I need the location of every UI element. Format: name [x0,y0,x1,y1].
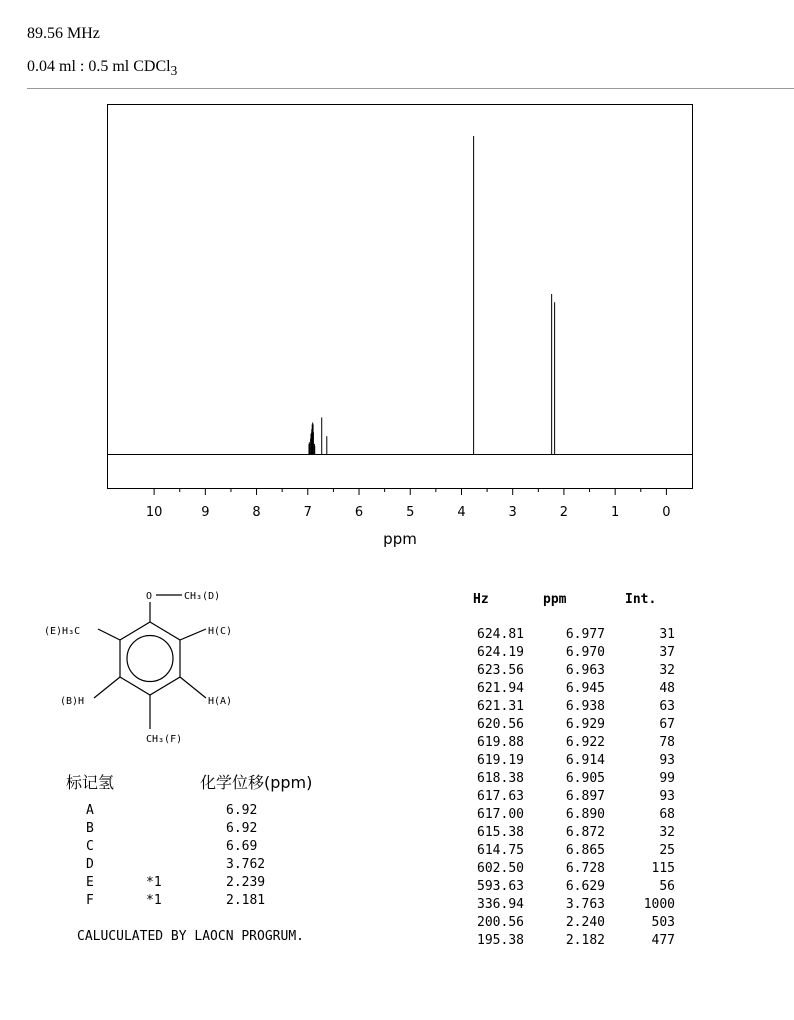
x-tick-label: 2 [559,505,569,520]
hz-cell: 336.94 [477,897,524,912]
benzene-ring [120,622,180,695]
proton-label: F [86,893,94,908]
molecule-structure [30,582,260,752]
x-tick-label: 3 [508,505,517,520]
ppm-cell: 6.938 [565,699,605,714]
hz-cell: 621.94 [477,681,524,696]
ppm-cell: 6.728 [565,861,605,876]
hz-cell: 593.63 [477,879,524,894]
bond-a [180,677,206,698]
hz-cell: 617.63 [477,789,524,804]
ppm-cell: 6.897 [565,789,605,804]
x-tick-label: 6 [354,505,364,520]
sample-text: 0.04 ml : 0.5 ml CDCl [27,58,171,75]
x-tick-label: 8 [252,505,261,520]
ppm-cell: 2.240 [565,915,605,930]
h-a-label: H(A) [208,696,233,707]
int-cell: 1000 [643,897,675,912]
int-cell: 63 [659,699,675,714]
peak-table-row [455,789,685,807]
x-tick-label: 5 [406,505,415,520]
int-cell: 99 [659,771,675,786]
hz-cell: 624.81 [477,627,524,642]
och3-label: CH₃(D) [184,591,221,602]
int-cell: 25 [659,843,675,858]
ppm-cell: 6.629 [565,879,605,894]
proton-label: B [86,821,94,836]
assignment-note: *1 [146,893,162,908]
assignment-row [86,803,346,821]
chemical-shift: 6.69 [226,839,258,854]
peak-table-row [455,717,685,735]
shift-header: 化学位移(ppm) [200,773,313,792]
int-cell: 67 [659,717,675,732]
int-cell: 32 [659,825,675,840]
peak-table-row [455,699,685,717]
ppm-cell: 6.922 [565,735,605,750]
hz-cell: 615.38 [477,825,524,840]
h3c-e-label: (E)H₃C [44,626,81,637]
assignment-row [86,875,346,893]
assignment-row [86,839,346,857]
hz-cell: 614.75 [477,843,524,858]
ppm-cell: 6.890 [565,807,605,822]
x-axis-ticks [146,489,671,520]
peak-table-row [455,843,685,861]
x-tick-label: 9 [201,505,210,520]
hz-column-header: Hz [473,592,489,607]
peak-table-row [455,735,685,753]
hz-cell: 619.88 [477,735,524,750]
int-cell: 48 [659,681,675,696]
int-cell: 93 [659,789,675,804]
peak-table-row [455,627,685,645]
x-tick-label: 10 [145,505,163,520]
calculation-footer: CALUCULATED BY LAOCN PROGRUM. [77,929,304,944]
ch3-f-label: CH₃(F) [146,734,183,745]
int-cell: 32 [659,663,675,678]
hz-cell: 621.31 [477,699,524,714]
peak-table-row [455,771,685,789]
proton-label: A [86,803,94,818]
x-axis-label: ppm [383,530,417,548]
ppm-cell: 6.945 [565,681,605,696]
proton-label: E [86,875,94,890]
hz-cell: 619.19 [477,753,524,768]
hz-cell: 623.56 [477,663,524,678]
spectrometer-frequency: 89.56 MHz [27,25,100,42]
ppm-cell: 3.763 [565,897,605,912]
chemical-shift: 6.92 [226,803,258,818]
assignment-row [86,857,346,875]
peak-table-row [455,825,685,843]
ppm-cell: 6.929 [565,717,605,732]
int-cell: 477 [651,933,675,948]
ppm-cell: 6.977 [565,627,605,642]
int-cell: 56 [659,879,675,894]
peak-table-row [455,663,685,681]
assignment-note: *1 [146,875,162,890]
bond-e [98,629,120,640]
ppm-column-header: ppm [543,592,567,607]
peak-table-row [455,861,685,879]
assignment-row [86,893,346,911]
int-cell: 503 [651,915,675,930]
peak-table-row [455,681,685,699]
label-header: 标记氢 [66,773,115,792]
peak-table-row [455,897,685,915]
oxygen-atom: O [146,591,153,602]
hz-cell: 617.00 [477,807,524,822]
plot-frame [108,105,693,489]
int-cell: 78 [659,735,675,750]
ppm-cell: 6.872 [565,825,605,840]
hz-cell: 195.38 [477,933,524,948]
x-tick-label: 0 [662,505,671,520]
bond-c [180,629,206,640]
hz-cell: 620.56 [477,717,524,732]
chemical-shift: 2.181 [226,893,266,908]
sample-subscript: 3 [170,63,178,79]
hz-cell: 618.38 [477,771,524,786]
int-cell: 115 [651,861,675,876]
hz-cell: 200.56 [477,915,524,930]
peak-table-row [455,753,685,771]
peak-table-row [455,915,685,933]
int-column-header: Int. [625,592,657,607]
aromatic-circle [127,636,173,682]
peak-group [309,136,555,454]
int-cell: 31 [659,627,675,642]
x-tick-label: 4 [457,505,466,520]
ppm-cell: 6.905 [565,771,605,786]
hz-cell: 602.50 [477,861,524,876]
chemical-shift: 6.92 [226,821,258,836]
proton-label: C [86,839,94,854]
ppm-cell: 6.914 [565,753,605,768]
proton-label: D [86,857,94,872]
h-c-label: H(C) [208,626,233,637]
int-cell: 37 [659,645,675,660]
peak-table-row [455,807,685,825]
ppm-cell: 6.865 [565,843,605,858]
ppm-cell: 2.182 [565,933,605,948]
peak-table-row [455,933,685,951]
assignment-row [86,821,346,839]
x-tick-label: 7 [303,505,312,520]
hz-cell: 624.19 [477,645,524,660]
x-tick-label: 1 [611,505,620,520]
ppm-cell: 6.963 [565,663,605,678]
bond-b [94,677,120,698]
int-cell: 68 [659,807,675,822]
chemical-shift: 3.762 [226,857,266,872]
chemical-shift: 2.239 [226,875,266,890]
int-cell: 93 [659,753,675,768]
peak-table-row [455,645,685,663]
peak-table-row [455,879,685,897]
h-b-label: (B)H [60,696,85,707]
ppm-cell: 6.970 [565,645,605,660]
